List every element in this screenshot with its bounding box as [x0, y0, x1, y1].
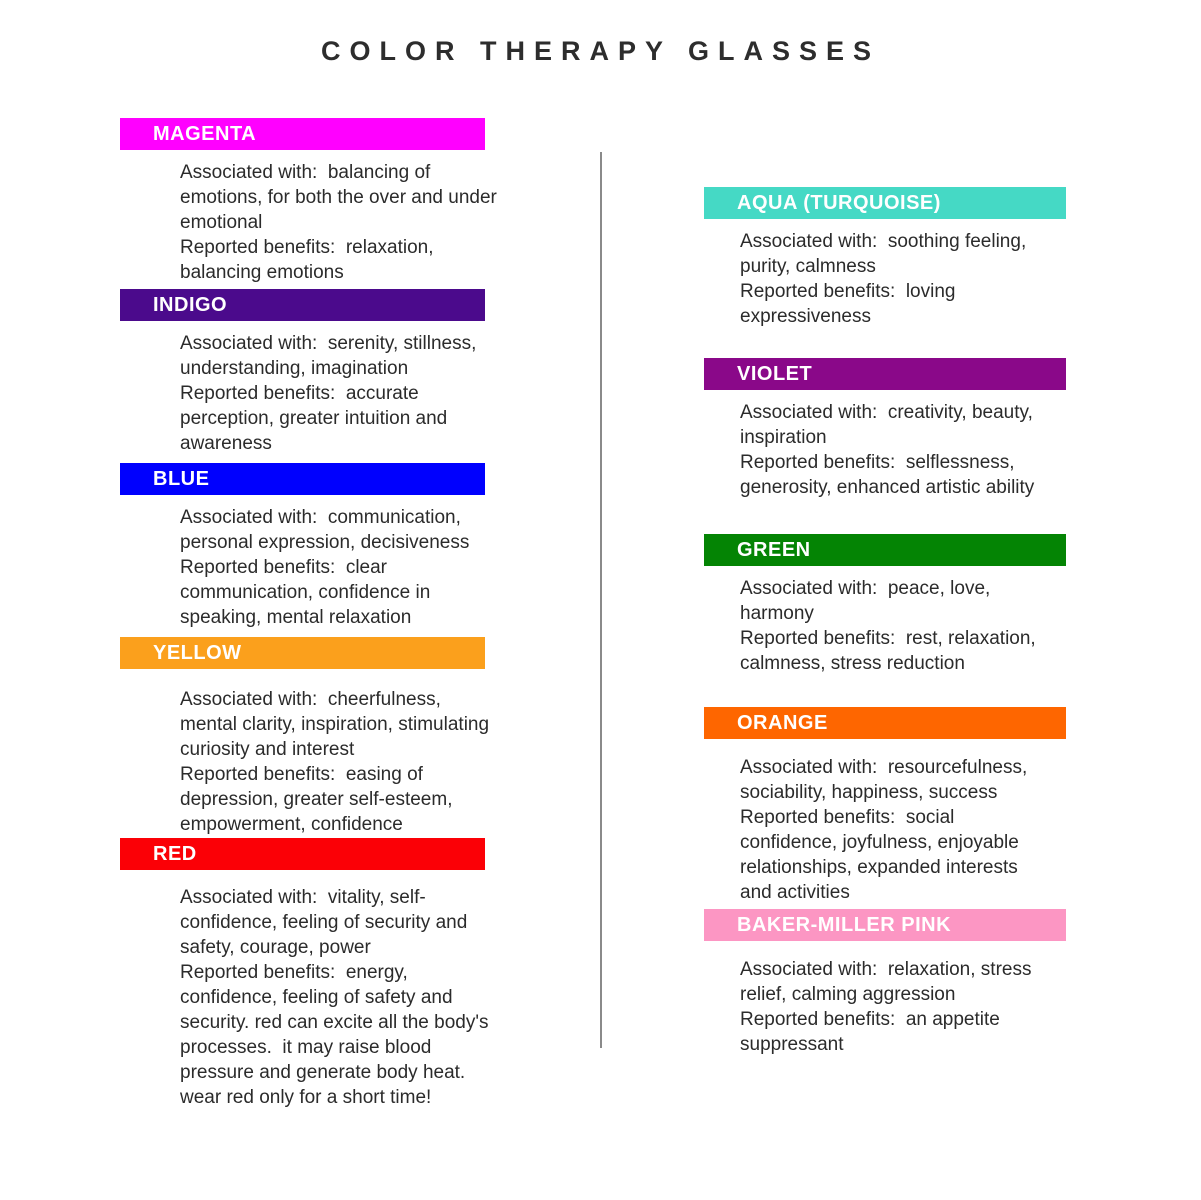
associated-text: Associated with: resourcefulness, sociability, happiness, success [740, 757, 1033, 803]
benefits-text: Reported benefits: rest, relaxation, calmness, stress reduction [740, 628, 1041, 674]
section-orange [704, 707, 1066, 905]
orange-color-bar: ORANGE [704, 707, 1066, 739]
benefits-text: Reported benefits: accurate perception, greater intuition and awareness [180, 383, 453, 454]
benefits-text: Reported benefits: clear communication, confidence in speaking, mental relaxation [180, 557, 436, 628]
section-body [740, 229, 1045, 329]
benefits-text: Reported benefits: selflessness, generosity, enhanced artistic ability [740, 452, 1035, 498]
associated-text: Associated with: vitality, self-confidence, feeling of security and safety, courage, power [180, 887, 473, 958]
section-body [180, 687, 498, 837]
page-title: COLOR THERAPY GLASSES [320, 36, 881, 66]
section-body [180, 505, 498, 630]
aqua-color-bar: AQUA (TURQUOISE) [704, 187, 1066, 219]
associated-text: Associated with: cheerfulness, mental clarity, inspiration, stimulating curiosity and interest [180, 689, 495, 760]
benefits-text: Reported benefits: an appetite suppressant [740, 1009, 1006, 1055]
section-body [740, 400, 1045, 500]
benefits-text: Reported benefits: energy, confidence, feeling of safety and security. red can excite all the body's processes. it may raise blood pressure and generate body heat. wear red only for a short time! [180, 962, 494, 1108]
section-magenta [120, 118, 503, 285]
section-body [180, 885, 498, 1110]
section-baker-miller-pink [704, 909, 1066, 1057]
associated-text: Associated with: balancing of emotions, for both the over and under emotional [180, 162, 503, 233]
violet-color-bar: VIOLET [704, 358, 1066, 390]
pink-color-bar: BAKER-MILLER PINK [704, 909, 1066, 941]
associated-text: Associated with: relaxation, stress relief, calming aggression [740, 959, 1037, 1005]
section-indigo [120, 289, 498, 456]
red-color-bar: RED [120, 838, 485, 870]
column-divider [600, 152, 602, 1048]
benefits-text: Reported benefits: relaxation, balancing emotions [180, 237, 439, 283]
section-body [180, 331, 498, 456]
magenta-color-bar: MAGENTA [120, 118, 485, 150]
section-body [180, 160, 503, 285]
associated-text: Associated with: soothing feeling, purity, calmness [740, 231, 1032, 277]
section-yellow [120, 637, 498, 837]
section-aqua-turquoise [704, 187, 1066, 329]
benefits-text: Reported benefits: loving expressiveness [740, 281, 961, 327]
section-green [704, 534, 1066, 676]
associated-text: Associated with: creativity, beauty, inspiration [740, 402, 1039, 448]
blue-color-bar: BLUE [120, 463, 485, 495]
section-body [740, 957, 1045, 1057]
section-violet [704, 358, 1066, 500]
associated-text: Associated with: peace, love, harmony [740, 578, 996, 624]
green-color-bar: GREEN [704, 534, 1066, 566]
section-body [740, 755, 1045, 905]
associated-text: Associated with: serenity, stillness, understanding, imagination [180, 333, 482, 379]
yellow-color-bar: YELLOW [120, 637, 485, 669]
indigo-color-bar: INDIGO [120, 289, 485, 321]
benefits-text: Reported benefits: easing of depression, greater self-esteem, empowerment, confidence [180, 764, 458, 835]
section-blue [120, 463, 498, 630]
section-body [740, 576, 1045, 676]
associated-text: Associated with: communication, personal expression, decisiveness [180, 507, 470, 553]
section-red [120, 838, 498, 1110]
benefits-text: Reported benefits: social confidence, joyfulness, enjoyable relationships, expanded interests and activities [740, 807, 1025, 903]
